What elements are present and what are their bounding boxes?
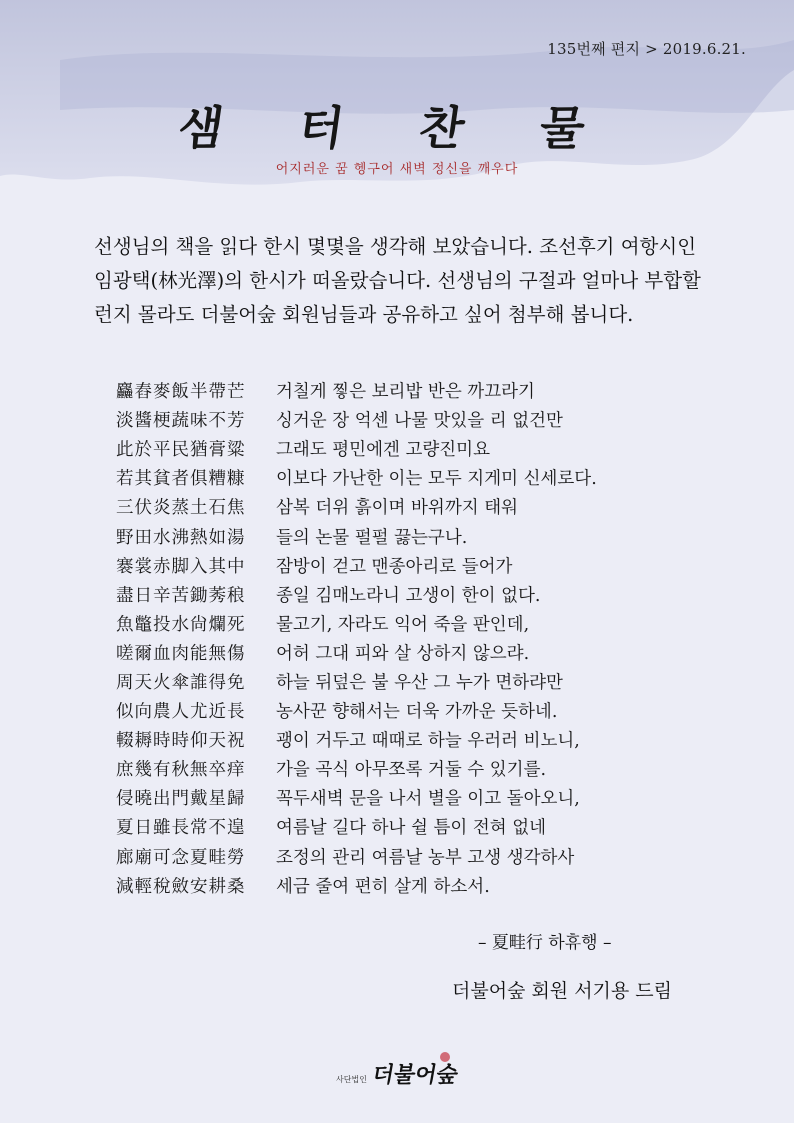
poem-hanja: 似向農人尤近長 (116, 702, 246, 723)
poem-line (116, 696, 597, 725)
poem-korean: 조정의 관리 여름날 농부 고생 생각하사 (276, 847, 575, 868)
page-subtitle: 어지러운 꿈 헹구어 새벽 정신을 깨우다 (275, 162, 519, 177)
poem-line (116, 492, 597, 521)
poem-line (116, 376, 597, 405)
poem-line (116, 667, 597, 696)
poem-hanja: 三伏炎蒸土石焦 (116, 498, 246, 519)
poem-korean: 어허 그대 피와 살 상하지 않으랴. (276, 643, 530, 664)
poem-hanja: 庶幾有秋無卒痒 (116, 760, 246, 781)
poem-korean: 꼭두새벽 문을 나서 별을 이고 돌아오니, (276, 789, 580, 810)
poem-hanja: 淡醬梗蔬味不芳 (116, 411, 246, 432)
poem-korean: 잠방이 걷고 맨종아리로 들어가 (276, 556, 513, 577)
poem-korean: 거칠게 찧은 보리밥 반은 까끄라기 (276, 382, 535, 403)
poem-korean: 싱거운 장 억센 나물 맛있을 리 없건만 (276, 411, 563, 432)
poem-line (116, 580, 597, 609)
sender-signature: 더불어숲 회원 서기용 드림 (452, 980, 673, 1002)
poem-hanja: 魚鼈投水尙爛死 (116, 614, 246, 635)
poem-korean: 여름날 길다 하나 쉴 틈이 전혀 없네 (276, 818, 547, 839)
poem-korean: 세금 줄여 편히 살게 하소서. (276, 876, 490, 897)
poem-hanja: 此於平民猶膏粱 (116, 440, 246, 461)
poem-line (116, 463, 597, 492)
poem-korean: 물고기, 자라도 익어 죽을 판인데, (276, 614, 530, 635)
poem-hanja: 若其貧者俱糟糠 (116, 469, 246, 490)
poem-korean: 가을 곡식 아무쪼록 거둘 수 있기를. (276, 760, 547, 781)
poem-line (116, 405, 597, 434)
leaf-icon (438, 1050, 452, 1064)
logo-small-text: 사단법인 (336, 1075, 367, 1084)
poem-hanja: 夏日雖長常不遑 (116, 818, 246, 839)
poem-korean: 종일 김매노라니 고생이 한이 없다. (276, 585, 541, 606)
poem-hanja: 周天火傘誰得免 (116, 672, 246, 693)
poem-line (116, 725, 597, 754)
logo-main-text: 더불어숲 (370, 1063, 460, 1088)
poem-hanja: 廊廟可念夏畦勞 (116, 847, 246, 868)
poem-line (116, 812, 597, 841)
poem-line (116, 551, 597, 580)
poem-line (116, 842, 597, 871)
page-title: 샘 터 찬 물 (174, 101, 619, 155)
poem-line (116, 521, 597, 550)
poem-line (116, 609, 597, 638)
poem-line (116, 434, 597, 463)
poem-korean: 삼복 더위 흙이며 바위까지 태워 (276, 498, 519, 519)
poem-hanja: 嗟爾血肉能無傷 (116, 643, 246, 664)
poem-korean: 괭이 거두고 때때로 하늘 우러러 비노니, (276, 731, 580, 752)
poem-hanja: 減輕稅斂安耕桑 (116, 876, 246, 897)
poem-hanja: 輟耨時時仰天祝 (116, 731, 246, 752)
poem-hanja: 盡日辛苦鋤莠稂 (116, 585, 246, 606)
poem-hanja: 麤舂麥飯半帶芒 (116, 382, 246, 403)
poem-hanja: 野田水沸熱如湯 (116, 527, 246, 548)
poem-line (116, 754, 597, 783)
poem-attribution: – 夏畦行 하휴행 – (478, 933, 612, 953)
poem-korean: 농사꾼 향해서는 더욱 가까운 듯하네. (276, 702, 558, 723)
poem-hanja: 侵曉出門戴星歸 (116, 789, 246, 810)
poem-line (116, 783, 597, 812)
poem-hanja: 褰裳赤脚入其中 (116, 556, 246, 577)
poem-korean: 이보다 가난한 이는 모두 지게미 신세로다. (276, 469, 597, 490)
intro-paragraph: 선생님의 책을 읽다 한시 몇몇을 생각해 보았습니다. 조선후기 여항시인 임광택(林光澤)의 한시가 떠올랐습니다. 선생님의 구절과 얼마나 부합할런지 몰라도 더불어숲 회원님들과 공유하고 싶어 첨부해 봅니다. (94, 235, 701, 326)
footer-logo (0, 1058, 794, 1089)
poem-korean: 하늘 뒤덮은 불 우산 그 누가 면하랴만 (276, 672, 563, 693)
poem (116, 376, 597, 900)
poem-line (116, 871, 597, 900)
poem-line (116, 638, 597, 667)
poem-korean: 그래도 평민에겐 고량진미요 (276, 440, 490, 461)
letter-meta: 135번째 편지 > 2019.6.21. (547, 40, 746, 58)
poem-korean: 들의 논물 펄펄 끓는구나. (276, 527, 468, 548)
